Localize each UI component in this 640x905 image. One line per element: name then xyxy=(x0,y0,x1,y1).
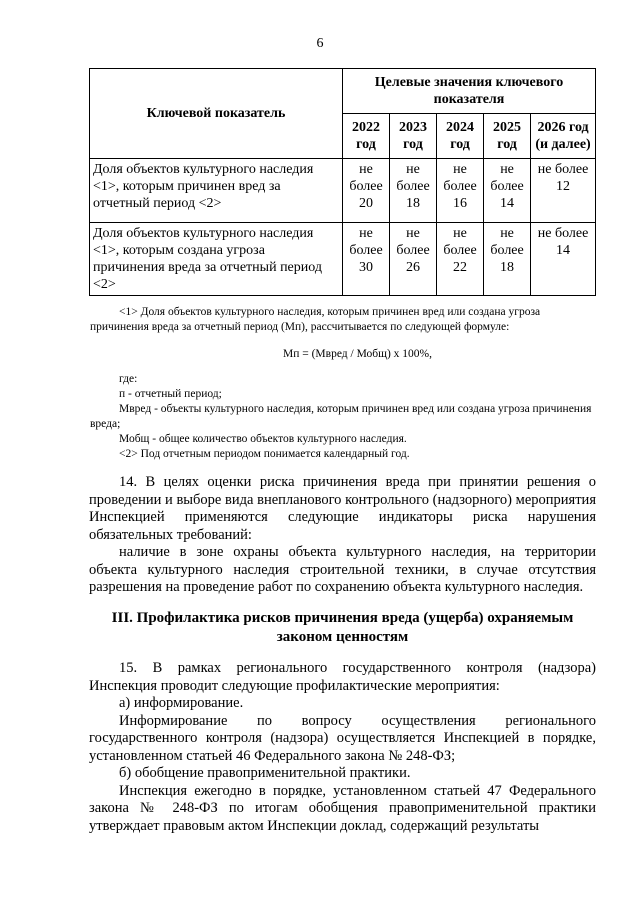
row-value: не более 12 xyxy=(531,159,596,223)
header-year: 2023 год xyxy=(390,114,437,159)
header-year: 2022 год xyxy=(343,114,390,159)
footnotes xyxy=(90,305,596,462)
section-title: III. Профилактика рисков причинения вреда (ущерба) охраняемым законом ценностям xyxy=(111,610,574,645)
item-b-text: Инспекция ежегодно в порядке, установленном статьей 47 Федерального закона № 248-ФЗ по итогам обобщения правоприменительной практики утверждает правовым актом Инспекции доклад, содержащий результаты xyxy=(89,782,596,834)
header-year: 2025 год xyxy=(484,114,531,159)
page-number: 6 xyxy=(316,36,324,51)
row-value: не более 18 xyxy=(390,159,437,223)
row-value: не более 30 xyxy=(343,223,390,296)
row-indicator: Доля объектов культурного наследия <1>, которым создана угроза причинения вреда за отчетный период <2> xyxy=(90,223,343,296)
definition-total-objects: Мобщ - общее количество объектов культурного наследия. xyxy=(119,433,407,445)
header-year: 2024 год xyxy=(437,114,484,159)
row-indicator: Доля объектов культурного наследия <1>, которым причинен вред за отчетный период <2> xyxy=(90,159,343,223)
row-value: не более 18 xyxy=(484,223,531,296)
paragraph-14-indicator: наличие в зоне охраны объекта культурного наследия, на территории объекта культурного наследия строительной техники, в случае отсутствия разрешения на проведение работ по сохранению объекта культурного наследия. xyxy=(89,544,596,595)
paragraph-15-main: 15. В рамках регионального государственного контроля (надзора) Инспекция проводит следующие профилактические мероприятия: xyxy=(89,660,596,694)
header-indicator: Ключевой показатель xyxy=(90,69,343,159)
item-a-text: Информирование по вопросу осуществления регионального государственного контроля (надзора) осуществляется Инспекцией в порядке, установленном статьей 46 Федерального закона № 248-ФЗ; xyxy=(89,712,596,764)
table-row xyxy=(90,223,596,296)
item-b: б) обобщение правоприменительной практики. xyxy=(119,765,411,781)
header-year: 2026 год (и далее) xyxy=(531,114,596,159)
paragraph-15 xyxy=(89,660,596,835)
paragraph-14 xyxy=(89,474,596,597)
item-a: а) информирование. xyxy=(119,695,244,711)
header-target-values: Целевые значения ключевого показателя xyxy=(343,69,596,114)
row-value: не более 20 xyxy=(343,159,390,223)
paragraph-14-main: 14. В целях оценки риска причинения вреда при принятии решения о проведении и выборе вида внепланового контрольного (надзорного) мероприятия Инспекцией применяются следующие индикаторы риска нарушения обязательных требований: xyxy=(89,474,596,543)
row-value: не более 14 xyxy=(484,159,531,223)
footnote-1: <1> Доля объектов культурного наследия, которым причинен вред или создана угроза причинения вреда за отчетный период (Мп), рассчитывается по следующей формуле: xyxy=(90,306,541,333)
row-value: не более 16 xyxy=(437,159,484,223)
definition-period: п - отчетный период; xyxy=(119,388,222,400)
row-value: не более 22 xyxy=(437,223,484,296)
key-indicators-table xyxy=(89,68,596,296)
formula-where: где: xyxy=(119,373,138,385)
footnote-2: <2> Под отчетным периодом понимается календарный год. xyxy=(119,448,410,460)
definition-harmed-objects: Мвред - объекты культурного наследия, которым причинен вред или создана угроза причинения вреда; xyxy=(90,403,592,430)
row-value: не более 26 xyxy=(390,223,437,296)
row-value: не более 14 xyxy=(531,223,596,296)
table-row xyxy=(90,159,596,223)
formula: Мп = (Мвред / Мобщ) x 100%, xyxy=(282,348,433,360)
